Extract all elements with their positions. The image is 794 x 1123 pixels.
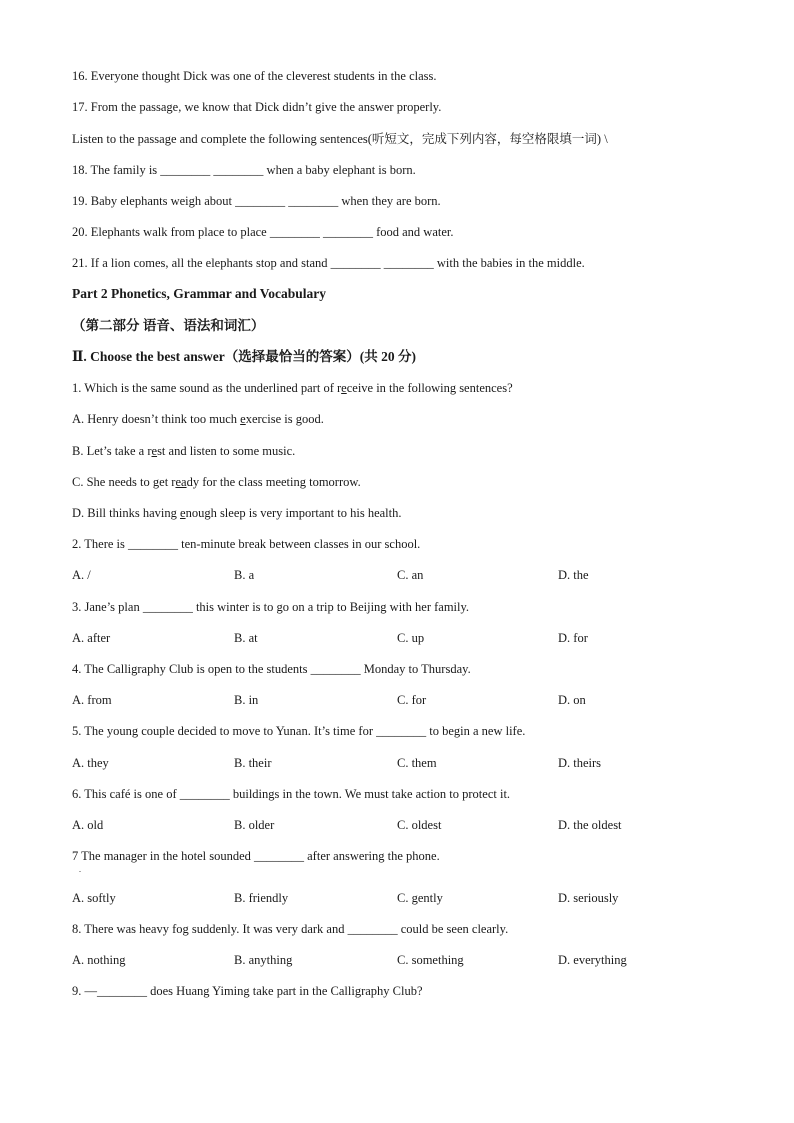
question-3-option-c: C. up (397, 631, 425, 645)
question-2-stem: 2. There is ________ ten-minute break between classes in our school. (72, 537, 421, 551)
question-5-option-d: D. theirs (558, 756, 602, 770)
question-8-option-a: A. nothing (72, 953, 126, 967)
question-1-option-a: A. Henry doesn’t think too much exercise is good. (72, 412, 324, 426)
question-4-option-b: B. in (234, 693, 259, 707)
question-19: 19. Baby elephants weigh about ________ ________ when they are born. (72, 194, 441, 208)
underlined-letter: e (341, 381, 347, 395)
section-heading: Ⅱ. Choose the best answer（选择最恰当的答案）(共 20 分) (72, 349, 416, 364)
underlined-letter: ea (175, 475, 187, 489)
question-7-option-b: B. friendly (234, 891, 289, 905)
question-2-option-b: B. a (234, 568, 255, 582)
question-18: 18. The family is ________ ________ when a baby elephant is born. (72, 163, 416, 177)
question-6-option-c: C. oldest (397, 818, 442, 832)
question-3-stem: 3. Jane’s plan ________ this winter is to go on a trip to Beijing with her family. (72, 600, 470, 614)
question-6-option-d: D. the oldest (558, 818, 622, 832)
question-7-stem: 7 The manager in the hotel sounded ________ after answering the phone. (72, 849, 440, 863)
question-9-stem: 9. —________ does Huang Yiming take part in the Calligraphy Club? (72, 984, 423, 998)
question-6-option-b: B. older (234, 818, 275, 832)
question-1-stem: 1. Which is the same sound as the underlined part of receive in the following sentences? (72, 381, 513, 395)
question-8-option-b: B. anything (234, 953, 293, 967)
question-4-stem: 4. The Calligraphy Club is open to the students ________ Monday to Thursday. (72, 662, 471, 676)
question-8-stem: 8. There was heavy fog suddenly. It was very dark and ________ could be seen clearly. (72, 922, 509, 936)
question-4-option-a: A. from (72, 693, 112, 707)
question-7-option-c: C. gently (397, 891, 443, 905)
question-5-option-b: B. their (234, 756, 272, 770)
question-6-option-a: A. old (72, 818, 104, 832)
question-4-option-d: D. on (558, 693, 586, 707)
question-7-option-d: D. seriously (558, 891, 619, 905)
question-16: 16. Everyone thought Dick was one of the cleverest students in the class. (72, 69, 437, 83)
question-1-option-c: C. She needs to get ready for the class meeting tomorrow. (72, 475, 361, 489)
underlined-letter: e (151, 444, 158, 458)
question-17: 17. From the passage, we know that Dick didn’t give the answer properly. (72, 100, 442, 114)
stray-dot: . (79, 865, 81, 874)
question-7-option-a: A. softly (72, 891, 116, 905)
question-5-option-c: C. them (397, 756, 437, 770)
question-2-option-a: A. / (72, 568, 91, 582)
listening-instruction: Listen to the passage and complete the following sentences(听短文，完成下列内容，每空格限填一词) \ (72, 132, 608, 146)
question-1-option-d: D. Bill thinks having enough sleep is very important to his health. (72, 506, 402, 520)
underlined-letter: e (180, 506, 186, 520)
question-5-option-a: A. they (72, 756, 109, 770)
question-3-option-b: B. at (234, 631, 258, 645)
question-1-option-b: B. Let’s take a rest and listen to some music. (72, 444, 296, 458)
question-3-option-d: D. for (558, 631, 588, 645)
question-2-option-c: C. an (397, 568, 424, 582)
question-21: 21. If a lion comes, all the elephants stop and stand ________ ________ with the babies in the middle. (72, 256, 585, 270)
part2-title: Part 2 Phonetics, Grammar and Vocabulary (72, 286, 326, 301)
question-5-stem: 5. The young couple decided to move to Yunan. It’s time for ________ to begin a new life. (72, 724, 526, 738)
question-6-stem: 6. This café is one of ________ buildings in the town. We must take action to protect it. (72, 787, 511, 801)
question-3-option-a: A. after (72, 631, 111, 645)
underlined-letter: e (240, 412, 246, 426)
question-4-option-c: C. for (397, 693, 427, 707)
question-8-option-d: D. everything (558, 953, 627, 967)
question-20: 20. Elephants walk from place to place ________ ________ food and water. (72, 225, 454, 239)
question-8-option-c: C. something (397, 953, 464, 967)
part2-subtitle: （第二部分 语音、语法和词汇） (72, 318, 265, 333)
question-2-option-d: D. the (558, 568, 589, 582)
